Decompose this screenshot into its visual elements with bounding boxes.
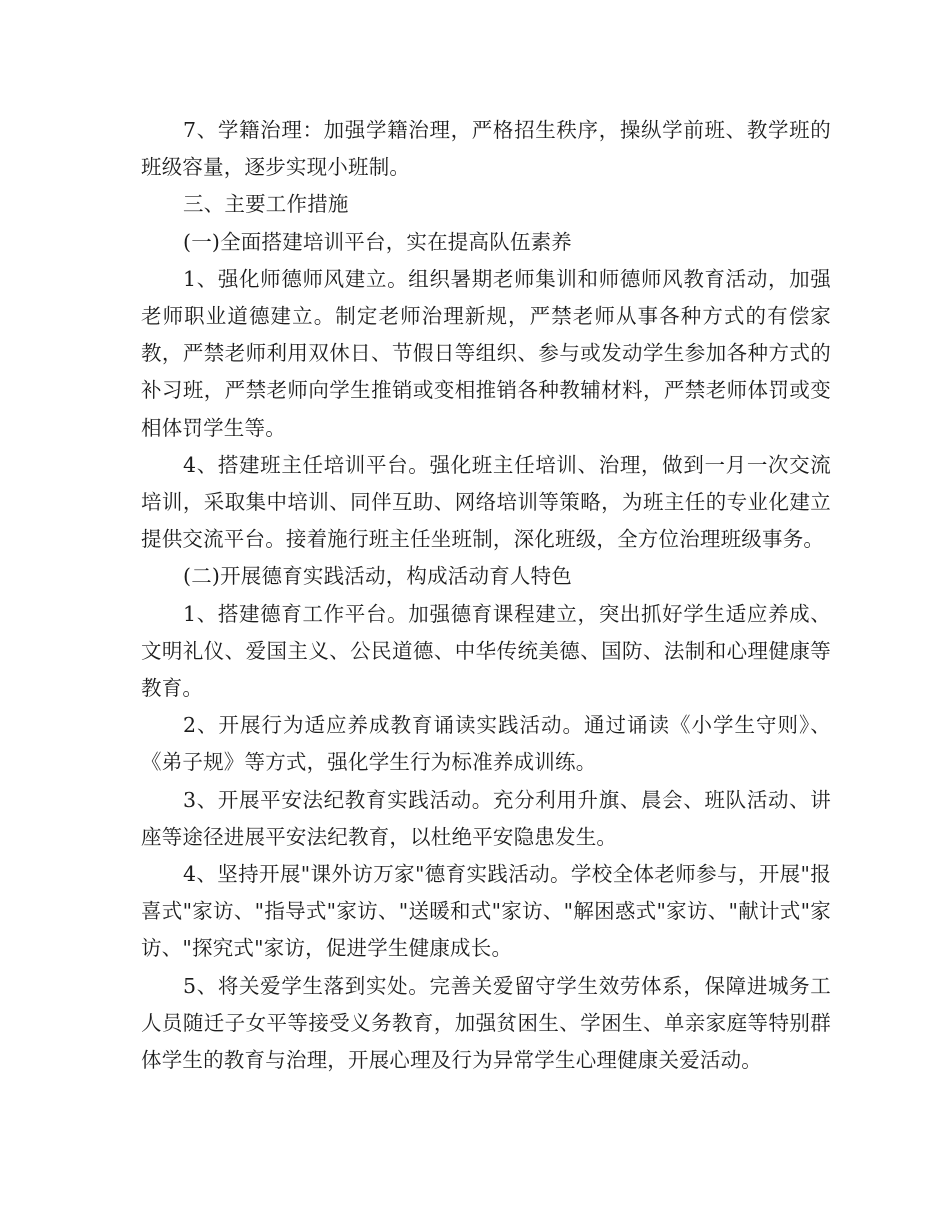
paragraph-moral-platform: 1、搭建德育工作平台。加强德育课程建立，突出抓好学生适应养成、文明礼仪、爱国主义、公民道德、中华传统美德、国防、法制和心理健康等教育。: [141, 601, 831, 701]
paragraph-student-care: 5、将关爱学生落到实处。完善关爱留守学生效劳体系，保障进城务工人员随迁子女平等接受义务教育，加强贫困生、学困生、单亲家庭等特别群体学生的教育与治理，开展心理及行为异常学生心理健康关爱活动。: [141, 973, 831, 1073]
paragraph-teacher-ethics: 1、强化师德师风建立。组织暑期老师集训和师德师风教育活动，加强老师职业道德建立。制定老师治理新规，严禁老师从事各种方式的有偿家教，严禁老师利用双休日、节假日等组织、参与或发动学生参加各种方式的补习班，严禁老师向学生推销或变相推销各种教辅材料，严禁老师体罚或变相体罚学生等。: [141, 266, 831, 440]
paragraph-safety-education: 3、开展平安法纪教育实践活动。充分利用升旗、晨会、班队活动、讲座等途径进展平安法纪教育，以杜绝平安隐患发生。: [141, 787, 831, 849]
paragraph-home-visits: 4、坚持开展"课外访万家"德育实践活动。学校全体老师参与，开展"报喜式"家访、"指导式"家访、"送暖和式"家访、"解困惑式"家访、"献计式"家访、"探究式"家访，促进学生健康成长。: [141, 862, 831, 961]
subsection-heading-moral-education: (二)开展德育实践活动，构成活动育人特色: [183, 564, 572, 589]
subsection-heading-training-platform: (一)全面搭建培训平台，实在提高队伍素养: [183, 229, 572, 254]
paragraph-enrollment-management: 7、学籍治理：加强学籍治理，严格招生秩序，操纵学前班、教学班的班级容量，逐步实现小班制。: [141, 118, 831, 180]
document-body: [141, 112, 831, 1079]
section-heading-main-measures: 三、主要工作措施: [183, 192, 349, 217]
paragraph-head-teacher-training: 4、搭建班主任培训平台。强化班主任培训、治理，做到一月一次交流培训，采取集中培训、同伴互助、网络培训等策略，为班主任的专业化建立提供交流平台。接着施行班主任坐班制，深化班级，全方位治理班级事务。: [141, 452, 831, 552]
paragraph-behavior-habits: 2、开展行为适应养成教育诵读实践活动。通过诵读《小学生守则》、《弟子规》等方式，强化学生行为标准养成训练。: [141, 713, 831, 775]
